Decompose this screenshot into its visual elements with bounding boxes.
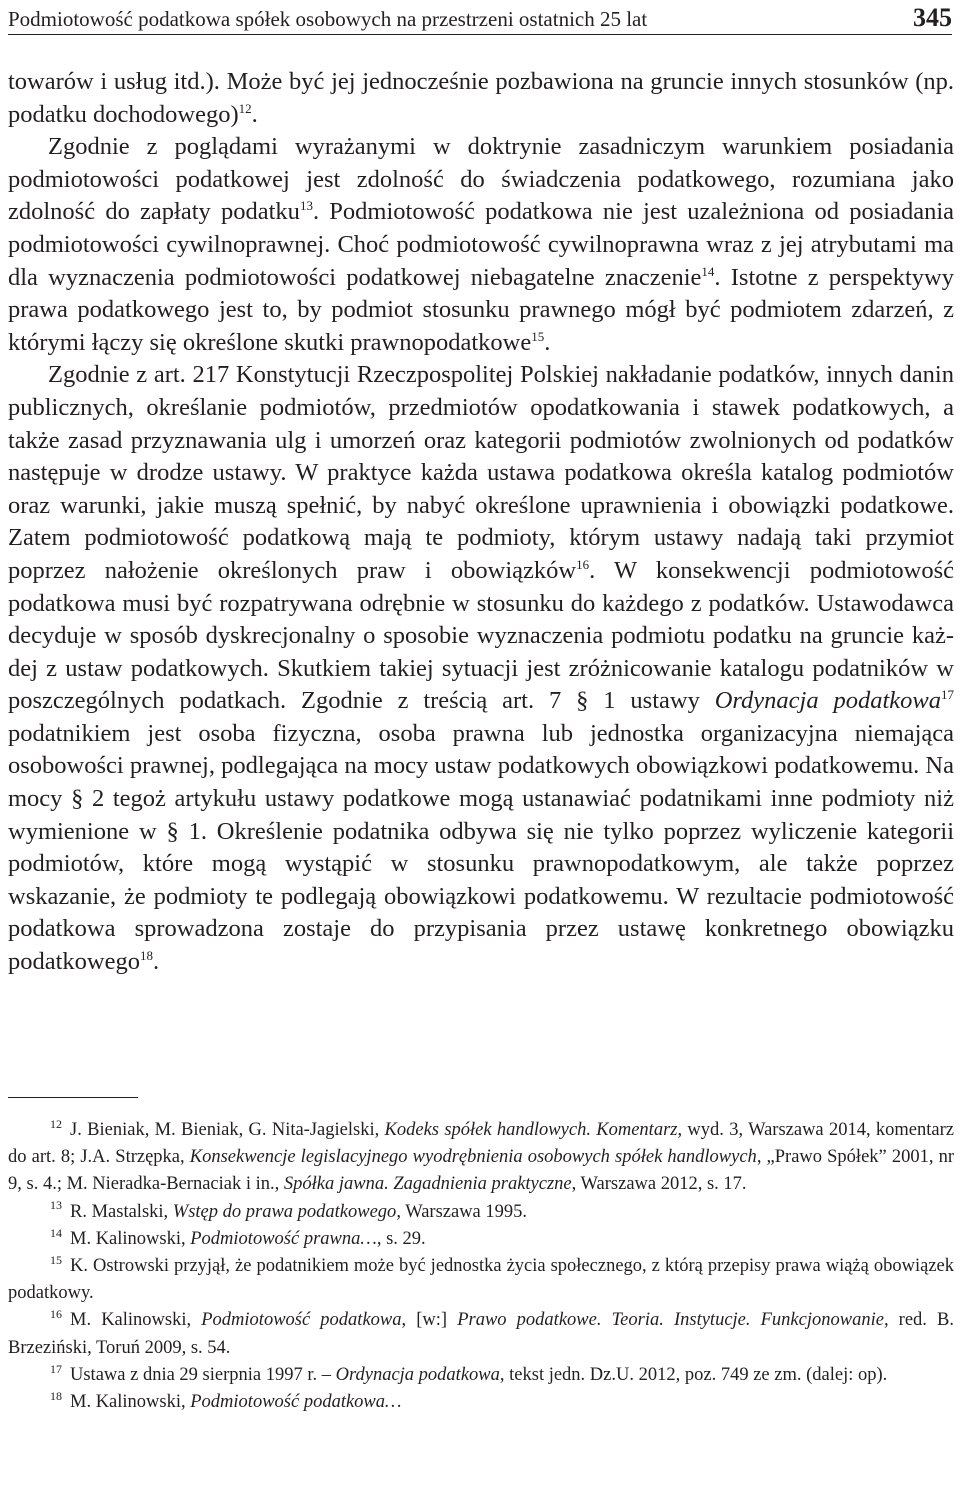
footnote-ref-18: 18: [140, 947, 153, 963]
footnote-text: M. Kalinowski,: [70, 1392, 191, 1413]
footnote-separator: [8, 1097, 138, 1098]
paragraph-text: .: [544, 328, 551, 356]
running-header: [8, 4, 952, 35]
footnote-title: Podmiotowość podatkowa: [201, 1310, 402, 1331]
footnotes: [8, 1117, 954, 1416]
footnote-number: 17: [50, 1361, 62, 1376]
footnote-title: Ordynacja podatkowa: [335, 1364, 500, 1385]
paragraph-text: .: [251, 100, 258, 128]
paragraph-text: towarów i usług itd.). Może być jej jednocześnie pozbawiona na gruncie innych stosunków (np. podatku dochodowego): [8, 68, 954, 128]
paragraph-text: Zgodnie z poglądami wyrażanymi w doktrynie zasadniczym warunkiem posiadania podmiotowości podatkowej jest zdolność do świadczenia podatkowego, rozumiana jako zdolność do zapłaty podatku: [8, 133, 954, 226]
footnote-ref-15: 15: [531, 328, 545, 344]
paragraph-text: .: [153, 948, 160, 976]
footnote-text: R. Mastalski,: [70, 1201, 173, 1222]
footnote-number: 15: [50, 1252, 62, 1267]
footnote-text: , red. B. Brzeziński, Toruń 2009, s. 54.: [8, 1310, 955, 1358]
footnote-16: [8, 1307, 954, 1361]
footnote-text: , Warszawa 2012, s. 17.: [571, 1174, 747, 1195]
footnote-ref-14: 14: [701, 263, 715, 279]
footnote-ref-17: 17: [941, 687, 955, 703]
footnote-text: , wyd. 3, Warszawa 2014, komentarz do art. 8; J.A. Strzępka,: [8, 1120, 954, 1168]
footnote-text: M. Kalinowski,: [70, 1310, 202, 1331]
footnote-title: Kodeks spółek handlowych. Komentarz: [384, 1120, 678, 1140]
paragraph-text: Zgodnie z art. 217 Konstytucji Rzeczpospolitej Polskiej nakładanie podatków, innych danin publicznych, określanie podmiotów, przedmiotów opodatkowania i stawek podatkowych, a także zasad przyznawania ulg i umorzeń oraz kategorii podmiotów zwolnionych od podatków następuje w drodze ustawy. W praktyce każda ustawa podatkowa określa katalog podmiotów oraz warunki, jakie muszą spełnić, by nabyć określone uprawnienia i obowiązki podatkowe. Zatem podmiotowość podatkową mają te podmioty, którym ustawy nadają taki przymiot poprzez nałożenie określonych praw i obowiązków: [8, 361, 954, 584]
footnote-text: , [w:]: [401, 1310, 458, 1331]
footnote-text: , s. 29.: [376, 1228, 426, 1249]
footnote-13: [8, 1199, 954, 1226]
footnote-number: 13: [50, 1198, 62, 1213]
italic-title: Ordynacja podatkowa: [714, 687, 942, 715]
paragraph-text: . W konsekwencji podmiotowość podatkowa musi być rozpatrywana odrębnie w stosunku do każdego z podatków. Ustawodawca decyduje w sposób dyskrecjonalny o sposobie wyznaczenia podmiotu podatku na gruncie każdej z ustaw podatkowych. Skutkiem takiej sytuacji jest zróżnicowanie katalogu podatników w poszczególnych podatkach. Zgodnie z treścią art. 7 § 1 ustawy: [8, 556, 954, 715]
paragraph-1: [8, 66, 954, 131]
paragraph-text: . Istotne z perspektywy prawa podatkowego jest to, by podmiot stosunku prawnego mógł być podmiotem zdarzeń, z którymi łączy się określone skutki prawnopodatkowe: [8, 263, 955, 356]
footnote-text: Ustawa z dnia 29 sierpnia 1997 r. –: [70, 1364, 336, 1385]
footnote-number: 14: [50, 1225, 62, 1240]
footnote-ref-12: 12: [238, 100, 252, 116]
footnote-text: J. Bieniak, M. Bieniak, G. Nita-Jagielski,: [70, 1120, 385, 1140]
footnote-ref-13: 13: [299, 198, 313, 214]
paragraph-3: [8, 359, 954, 978]
paragraph-text: . Podmiotowość podatkowa nie jest uzależniona od posiadania podmiotowości cywilnoprawnej. Choć podmiotowość cywilnoprawna wraz z jej atrybutami ma dla wyznaczenia podmiotowości podatkowej niebagatelne znaczenie: [8, 198, 954, 291]
footnote-text: , tekst jedn. Dz.U. 2012, poz. 749 ze zm. (dalej: op).: [499, 1364, 888, 1385]
footnote-number: 18: [50, 1388, 62, 1403]
paragraph-2: [8, 131, 954, 359]
footnote-number: 12: [50, 1116, 62, 1131]
footnote-number: 16: [50, 1307, 62, 1322]
footnote-ref-16: 16: [576, 556, 590, 572]
paragraph-text: podatnikiem jest osoba fizyczna, osoba prawna lub jednostka organizacyjna niemająca osobowości prawnej, podlegająca na mocy ustaw podatkowych obowiązkowi podatkowemu. Na mocy § 2 tegoż artykułu ustawy podatkowe mogą ustanawiać podatnikami inne podmioty niż wymienione w § 1. Określenie podatnika odbywa się nie tylko poprzez wyliczenie kategorii podmiotów, które mogą wystąpić w stosunku prawnopodatkowym, ale także poprzez wskazanie, że podmioty te podlegają obowiązkowi podatkowemu. W rezultacie podmiotowość podatkowa sprowadzona zostaje do przypisania przez ustawę konkretnego obowiązku podatkowego: [8, 719, 954, 976]
footnote-17: [8, 1362, 954, 1389]
footnote-text: , „Prawo Spółek” 2001, nr 9, s. 4.; M. Nieradka-Bernaciak i in.,: [8, 1147, 954, 1195]
footnote-text: K. Ostrowski przyjął, że podatnikiem może być jednostka życia społecznego, z którą przepisy prawa wiążą obowiązek podatkowy.: [8, 1256, 954, 1304]
footnote-title: Podmiotowość prawna…: [190, 1228, 377, 1249]
footnote-title: Podmiotowość podatkowa…: [190, 1392, 402, 1413]
footnote-12: [8, 1117, 954, 1199]
footnote-title: Prawo podatkowe. Teoria. Instytucje. Funkcjonowanie: [457, 1310, 884, 1331]
footnote-14: [8, 1226, 954, 1253]
footnote-title: Spółka jawna. Zagadnienia praktyczne: [283, 1174, 572, 1195]
main-text: [8, 66, 954, 979]
running-title: Podmiotowość podatkowa spółek osobowych na przestrzeni ostatnich 25 lat: [8, 7, 648, 31]
footnote-title: Wstęp do prawa podatkowego: [172, 1201, 397, 1222]
page-number: 345: [913, 3, 952, 32]
footnote-text: M. Kalinowski,: [70, 1228, 191, 1249]
footnote-18: [8, 1389, 954, 1416]
footnote-title: Konsekwencje legislacyjnego wyodrębnienia osobowych spółek handlowych: [189, 1147, 757, 1168]
footnote-text: , Warszawa 1995.: [396, 1201, 528, 1222]
footnote-15: [8, 1253, 954, 1307]
